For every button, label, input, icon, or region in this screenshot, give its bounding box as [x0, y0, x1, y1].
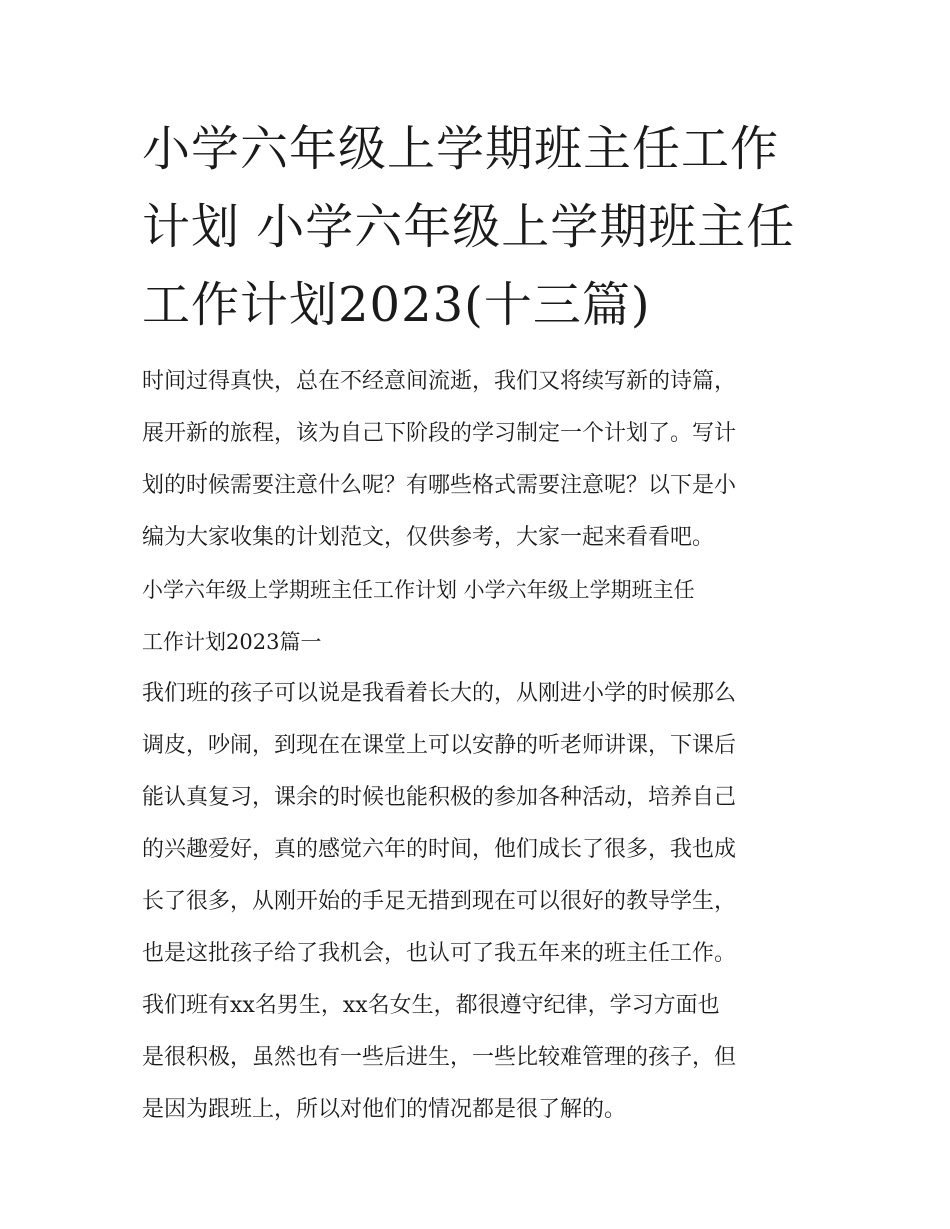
text-line: 能认真复习，课余的时候也能积极的参加各种活动，培养自己 — [142, 785, 737, 810]
heading-line: 小学六年级上学期班主任工作计划 小学六年级上学期班主任 — [142, 578, 695, 602]
text-line: 长了很多，从刚开始的手足无措到现在可以很好的教导学生， — [142, 889, 737, 914]
document-title — [142, 110, 822, 344]
text-line: 我们班的孩子可以说是我看着长大的，从刚进小学的时候那么 — [142, 681, 737, 706]
text-line: 编为大家收集的计划范文，仅供参考，大家一起来看看吧。 — [142, 525, 715, 550]
title-line: 工作计划2023(十三篇) — [142, 277, 651, 333]
text-line: 展开新的旅程，该为自己下阶段的学习制定一个计划了。写计 — [142, 421, 737, 446]
text-line: 调皮，吵闹，到现在在课堂上可以安静的听老师讲课，下课后 — [142, 733, 737, 758]
text-line: 是很积极，虽然也有一些后进生，一些比较难管理的孩子，但 — [142, 1045, 737, 1070]
title-line: 小学六年级上学期班主任工作 — [142, 121, 780, 177]
intro-paragraph — [142, 356, 832, 564]
text-line: 的兴趣爱好，真的感觉六年的时间，他们成长了很多，我也成 — [142, 837, 737, 862]
section-heading — [142, 564, 832, 668]
text-line: 是因为跟班上，所以对他们的情况都是很了解的。 — [142, 1097, 627, 1122]
title-line: 计划 小学六年级上学期班主任 — [142, 199, 796, 255]
text-line: 我们班有xx名男生，xx名女生，都很遵守纪律，学习方面也 — [142, 993, 720, 1018]
text-line: 也是这批孩子给了我机会，也认可了我五年来的班主任工作。 — [142, 941, 737, 966]
body-paragraph — [142, 668, 832, 1136]
text-line: 时间过得真快，总在不经意间流逝，我们又将续写新的诗篇， — [142, 369, 737, 394]
document-body — [142, 356, 832, 1136]
text-line: 划的时候需要注意什么呢？有哪些格式需要注意呢？以下是小 — [142, 473, 737, 498]
heading-line: 工作计划2023篇一 — [142, 630, 322, 654]
